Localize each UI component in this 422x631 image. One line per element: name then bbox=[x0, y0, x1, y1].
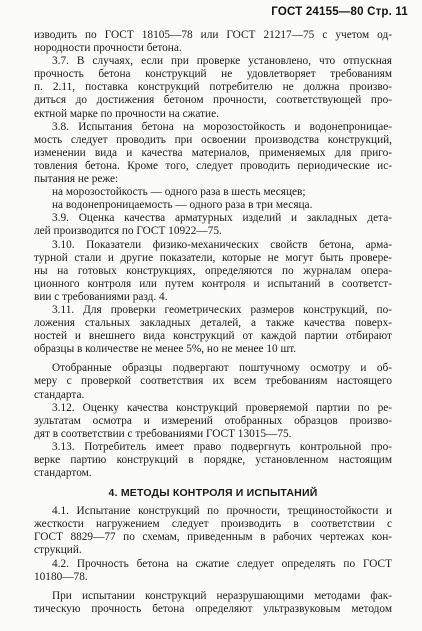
paragraph-line: Отобранные образцы подвергают поштучному осмотру и об- bbox=[52, 362, 392, 375]
text-line: меру с проверкой соответствия их всем требованиям настоящего bbox=[34, 375, 392, 388]
paragraph-3-9-line: 3.9. Оценка качества арматурных изделий и закладных дета- bbox=[52, 212, 392, 225]
text-line: тическую прочность бетона определяют ультразвуковым методом bbox=[34, 602, 392, 615]
text-line: жесткости нагружением следует производить в соответствии с bbox=[34, 518, 392, 531]
text-line: пытания не реже: bbox=[34, 173, 119, 186]
text-line: диться до достижения бетоном прочности, соответствующей про- bbox=[34, 94, 392, 107]
text-line: зультатам осмотра и измерений отобранных образцов произво- bbox=[34, 414, 392, 427]
paragraph-3-12-line: 3.12. Оценку качества конструкций проверяемой партии по ре- bbox=[52, 401, 392, 414]
text-line: стандартом. bbox=[34, 467, 92, 480]
text-line: дят в соответствии с требованиями ГОСТ 13015—75. bbox=[34, 427, 292, 440]
text-line: ектной марке по прочности на сжатие. bbox=[34, 107, 219, 120]
text-line: 10180—78. bbox=[34, 570, 88, 583]
text-line: стандарта. bbox=[34, 388, 85, 401]
text-line: нородности прочности бетона. bbox=[34, 42, 182, 55]
paragraph-3-8-line: 3.8. Испытания бетона на морозостойкость и водонепроницае- bbox=[52, 120, 392, 133]
paragraph-3-7-line: 3.7. В случаях, если при проверке установлено, что отпускная bbox=[52, 55, 392, 68]
paragraph-4-1-line: 4.1. Испытание конструкций по прочности, трещиностойкости и bbox=[52, 505, 392, 518]
text-line: изводить по ГОСТ 18105—78 или ГОСТ 21217—75 с учетом од- bbox=[34, 29, 392, 41]
text-line: ностей и внешнего вида конструкций от каждой партии отбирают bbox=[34, 330, 392, 343]
text-line: верке партию конструкций в порядке, установленном настоящим bbox=[34, 454, 392, 466]
text-line: образцы в количестве не менее 5%, но не менее 10 шт. bbox=[34, 343, 297, 356]
text-line: изменении вида и качества материалов, применяемых для приго- bbox=[34, 146, 392, 159]
paragraph-3-13-line: 3.13. Потребитель имеет право подвергнуть контрольной про- bbox=[52, 440, 392, 453]
document-body bbox=[34, 29, 392, 616]
text-line: лей производится по ГОСТ 10922—75. bbox=[34, 225, 222, 238]
text-line: прочность бетона конструкций не удовлетворяет требованиям bbox=[34, 68, 392, 81]
section-heading: 4. МЕТОДЫ КОНТРОЛЯ И ИСПЫТАНИЙ bbox=[108, 487, 318, 500]
paragraph-line: При испытании конструкций неразрушающими методами фак- bbox=[52, 589, 392, 602]
text-line: ны на готовых конструкциях, определяются по журналам опера- bbox=[34, 264, 392, 277]
paragraph-3-10-line: 3.10. Показатели физико-механических свойств бетона, арма- bbox=[52, 238, 392, 251]
text-line: ложения стальных закладных деталей, а также качества поверх- bbox=[34, 317, 392, 330]
page-header: ГОСТ 24155—80 Стр. 11 bbox=[271, 6, 408, 18]
paragraph-4-2-line: 4.2. Прочность бетона на сжатие следует определять по ГОСТ bbox=[52, 557, 392, 570]
text-line: товления бетона. Кроме того, следует проводить периодические ис- bbox=[34, 159, 392, 172]
text-line: вии с требованиями разд. 4. bbox=[34, 290, 168, 303]
list-item: на морозостойкость — одного раза в шесть месяцев; bbox=[52, 186, 306, 199]
text-line: струкций. bbox=[34, 544, 82, 557]
list-item: на водонепроницаемость — одного раза в три месяца. bbox=[52, 199, 313, 212]
text-line: мость следует проводить при освоении производства конструкций, bbox=[34, 133, 392, 146]
paragraph-3-11-line: 3.11. Для проверки геометрических размеров конструкций, по- bbox=[52, 303, 392, 316]
text-line: ционного контроля или путем контроля и испытаний в соответст- bbox=[34, 277, 392, 290]
text-line: п. 2.11, поставка конструкций потребителю не должна произво- bbox=[34, 81, 392, 94]
text-line: турной стали и другие показатели, которые не могут быть провере- bbox=[34, 251, 392, 264]
text-line: ГОСТ 8829—77 по схемам, приведенным в рабочих чертежах кон- bbox=[34, 531, 392, 544]
